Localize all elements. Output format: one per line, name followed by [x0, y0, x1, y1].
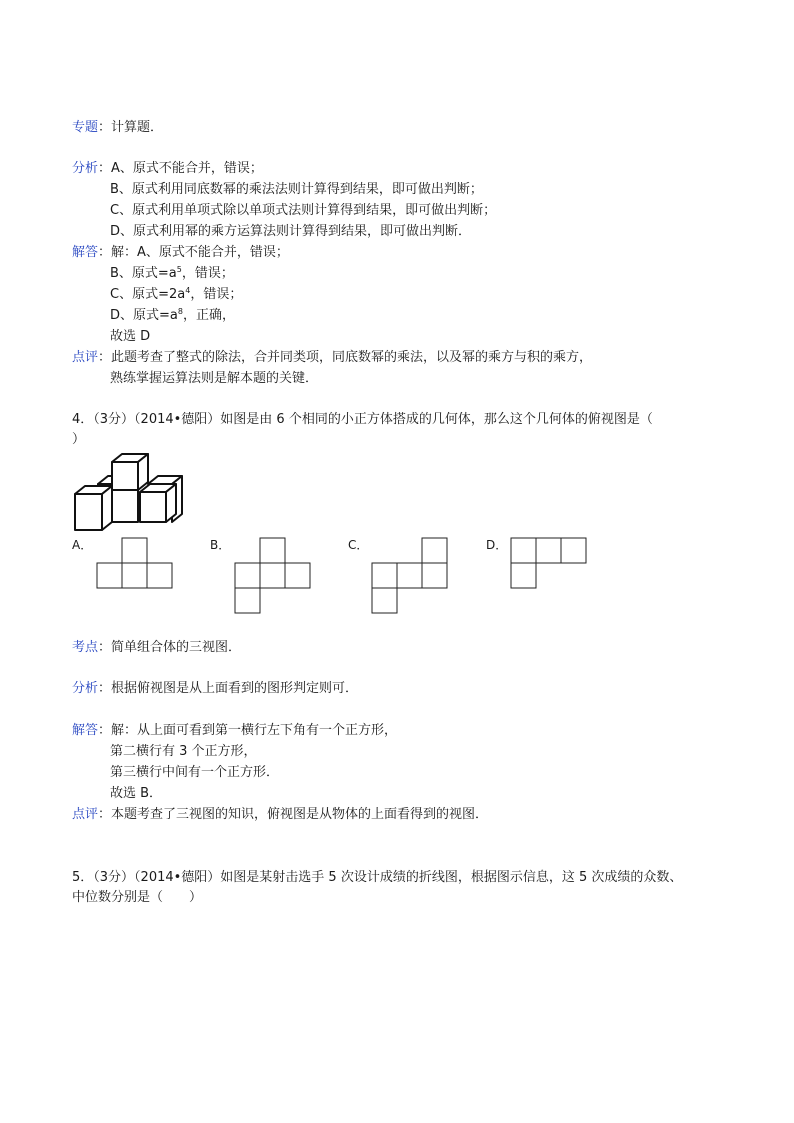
kaodian-text: ：简单组合体的三视图． — [98, 640, 242, 655]
fenxi-label: 分析 — [72, 161, 99, 176]
expr-d-post: ，正确， — [182, 308, 235, 323]
q4-jieda-line — [72, 721, 397, 741]
q4-kaodian-line — [72, 638, 241, 658]
q3-zhuanti-line — [72, 118, 163, 138]
q4-jieda-answer: 故选 B． — [110, 786, 163, 801]
q3-fenxi-line — [72, 159, 263, 179]
expr-c-post: ，错误； — [190, 287, 243, 302]
q4-stem-line1: 4．（3分）（2014•德阳）如图是由 6 个相同的小正方体搭成的几何体，那么这个几何体的俯视图是（ — [72, 412, 653, 427]
option-b-figure — [234, 537, 314, 615]
q3-jieda-answer: 故选 D — [110, 329, 151, 344]
option-a-figure — [96, 537, 176, 591]
expr-b-pre: B、原式=a — [110, 266, 177, 281]
expr-d-pre: D、原式=a — [110, 308, 178, 323]
q4-fenxi-line — [72, 679, 358, 699]
q4-stem-line2: ） — [72, 432, 86, 447]
option-a-label: A． — [72, 538, 93, 552]
jieda-label: 解答 — [72, 245, 99, 260]
zhuanti-text: ：计算题． — [98, 120, 164, 135]
q3-fenxi-line-d: D、原式利用幂的乘方运算法则计算得到结果，即可做出判断． — [110, 224, 472, 239]
expr-b-exponent: 5 — [176, 265, 182, 274]
q3-dianping-line — [72, 348, 592, 368]
expr-c-exponent: 4 — [185, 286, 191, 295]
kaodian-label: 考点 — [72, 640, 99, 655]
q4-fenxi-label: 分析 — [72, 681, 99, 696]
cube-assembly-figure — [70, 450, 190, 540]
q4-jieda-label: 解答 — [72, 723, 99, 738]
dianping-text: ：此题考查了整式的除法，合并同类项，同底数幂的乘法，以及幂的乘方与积的乘方， — [98, 350, 593, 365]
expr-d-exponent: 8 — [177, 307, 183, 316]
q4-jieda-line-3: 第三横行中间有一个正方形． — [110, 765, 280, 780]
q3-fenxi-line-b: B、原式利用同底数幂的乘法法则计算得到结果，即可做出判断； — [110, 182, 483, 197]
q4-jieda-text: ：解：从上面可看到第一横行左下角有一个正方形， — [98, 723, 398, 738]
option-b-label: B． — [210, 538, 231, 552]
q3-fenxi-line-c: C、原式利用单项式除以单项式法则计算得到结果，即可做出判断； — [110, 203, 497, 218]
q4-dianping-label: 点评 — [72, 807, 99, 822]
dianping-label: 点评 — [72, 350, 99, 365]
expr-b-post: ，错误； — [181, 266, 234, 281]
q4-fenxi-text: ：根据俯视图是从上面看到的图形判定则可． — [98, 681, 359, 696]
q4-dianping-line — [72, 805, 488, 825]
option-c-label: C． — [348, 538, 369, 552]
expr-c-pre: C、原式=2a — [110, 287, 186, 302]
q3-jieda-line-c — [110, 285, 242, 305]
option-d-figure — [510, 537, 590, 591]
q5-stem-line2: 中位数分别是（ ） — [72, 890, 203, 905]
fenxi-text: ：A、原式不能合并，错误； — [98, 161, 263, 176]
option-d-label: D． — [486, 538, 508, 552]
option-c-figure — [371, 537, 451, 615]
q3-dianping-line-2: 熟练掌握运算法则是解本题的关键． — [110, 371, 319, 386]
zhuanti-label: 专题 — [72, 120, 99, 135]
q5-stem-line1: 5．（3分）（2014•德阳）如图是某射击选手 5 次设计成绩的折线图，根据图示信息，这 5 次成绩的众数、 — [72, 870, 683, 885]
q4-dianping-text: ：本题考查了三视图的知识，俯视图是从物体的上面看得到的视图． — [98, 807, 489, 822]
q3-jieda-line-b — [110, 264, 234, 284]
q4-jieda-line-2: 第二横行有 3 个正方形， — [110, 744, 257, 759]
q3-jieda-line — [72, 243, 289, 263]
jieda-text: ：解：A、原式不能合并，错误； — [98, 245, 289, 260]
q3-jieda-line-d — [110, 306, 235, 326]
